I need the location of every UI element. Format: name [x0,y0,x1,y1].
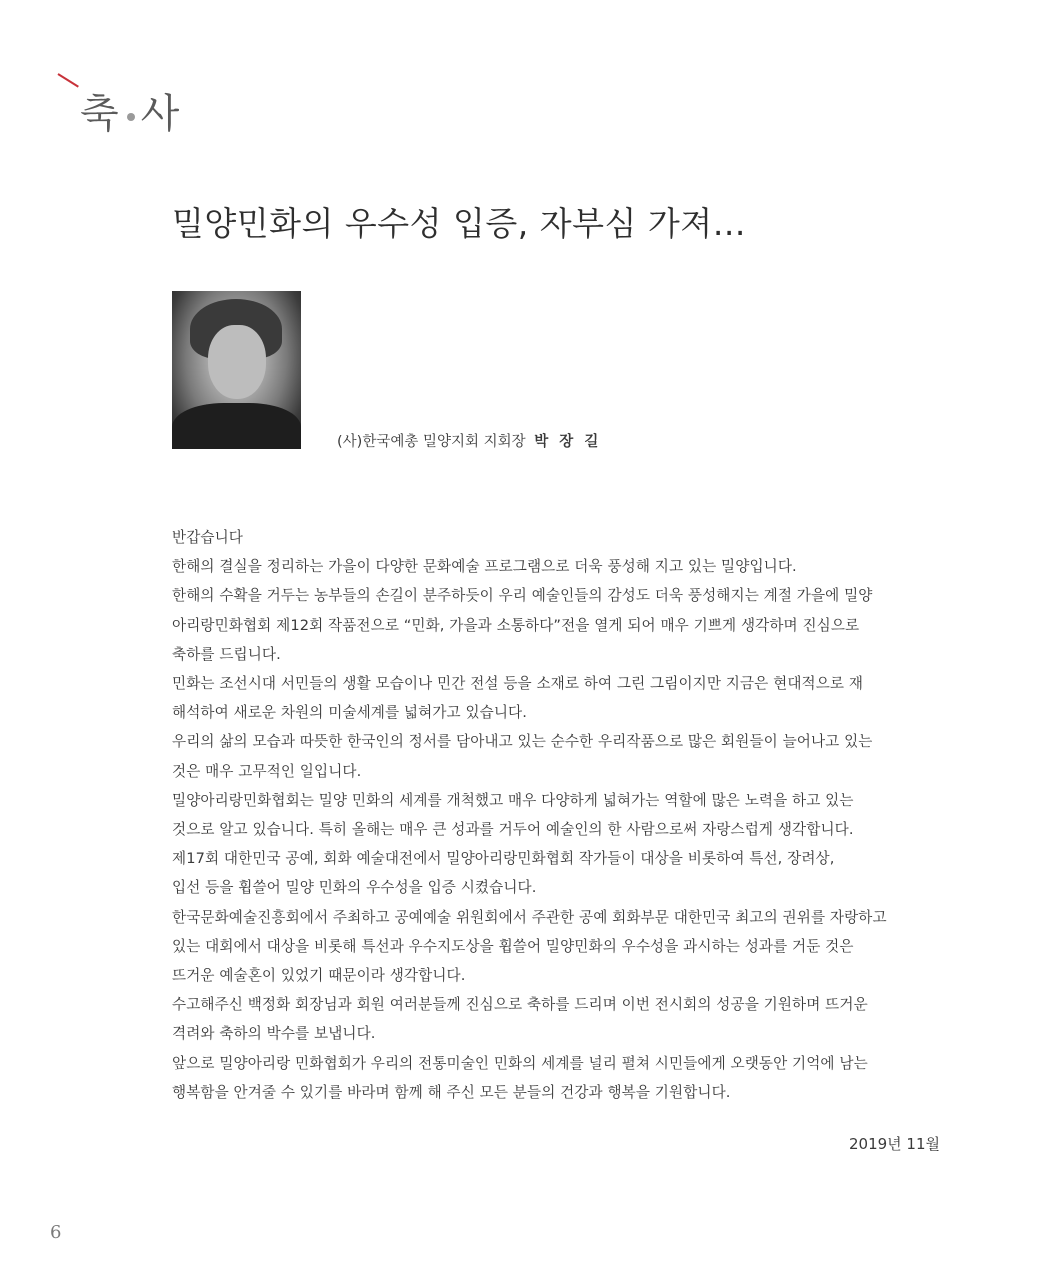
body-line: 제17회 대한민국 공예, 회화 예술대전에서 밀양아리랑민화협회 작가들이 대상을 비롯하여 특선, 장려상, [172,850,835,868]
byline-name: 박 장 길 [534,434,602,450]
accent-line [57,73,78,87]
photo-face [208,325,266,399]
author-photo [172,291,301,449]
body-line: 한국문화예술진흥회에서 주최하고 공예예술 위원회에서 주관한 공예 회화부문 대한민국 최고의 권위를 자랑하고 [172,908,887,926]
byline [337,430,601,451]
body-line: 있는 대회에서 대상을 비롯해 특선과 우수지도상을 휩쓸어 밀양민화의 우수성을 과시하는 성과를 거둔 것은 [172,937,854,955]
body-line: 해석하여 새로운 차원의 미술세계를 넓혀가고 있습니다. [172,704,527,722]
body-line: 민화는 조선시대 서민들의 생활 모습이나 민간 전설 등을 소재로 하여 그린 그림이지만 지금은 현대적으로 재 [172,675,864,693]
body-line: 뜨거운 예술혼이 있었기 때문이라 생각합니다. [172,967,466,985]
date: 2019년 11월 [848,1135,940,1153]
section-title-char-2: 사 [140,91,182,137]
body-line: 수고해주신 백정화 회장님과 회원 여러분들께 진심으로 축하를 드리며 이번 전시회의 성공을 기원하며 뜨거운 [172,996,868,1014]
body-line: 입선 등을 휩쓸어 밀양 민화의 우수성을 입증 시켰습니다. [172,879,537,897]
byline-org: (사)한국예총 밀양지회 지회장 [337,434,526,450]
body-line: 앞으로 밀양아리랑 민화협회가 우리의 전통미술인 민화의 세계를 널리 펼쳐 시민들에게 오랫동안 기억에 남는 [172,1054,868,1072]
body-line: 한해의 수확을 거두는 농부들의 손길이 분주하듯이 우리 예술인들의 감성도 더욱 풍성해지는 계절 가을에 밀양 [172,587,873,605]
body-line: 우리의 삶의 모습과 따뜻한 한국인의 정서를 담아내고 있는 순수한 우리작품으로 많은 회원들이 늘어나고 있는 [172,733,873,751]
body-line: 아리랑민화협회 제12회 작품전으로 “민화, 가을과 소통하다”전을 열게 되어 매우 기쁘게 생각하며 진심으로 [172,616,860,634]
photo-body [172,403,301,449]
body-text [172,523,944,1107]
body-line: 한해의 결실을 정리하는 가을이 다양한 문화예술 프로그램으로 더욱 풍성해 지고 있는 밀양입니다. [172,558,797,576]
page-number: 6 [50,1222,62,1243]
title-dot [127,113,135,121]
body-line: 격려와 축하의 박수를 보냅니다. [172,1025,376,1043]
body-line: 행복함을 안겨줄 수 있기를 바라며 함께 해 주신 모든 분들의 건강과 행복을 기원합니다. [172,1083,731,1101]
body-line: 반갑습니다 [172,529,243,546]
body-line: 것은 매우 고무적인 일입니다. [172,762,362,780]
section-title-char-1: 축 [80,91,121,137]
section-title [80,82,181,139]
body-line: 축하를 드립니다. [172,645,281,663]
body-line: 밀양아리랑민화협회는 밀양 민화의 세계를 개척했고 매우 다양하게 넓혀가는 역할에 많은 노력을 하고 있는 [172,791,854,809]
body-line: 것으로 알고 있습니다. 특히 올해는 매우 큰 성과를 거두어 예술인의 한 사람으로써 자랑스럽게 생각합니다. [172,821,854,839]
headline: 밀양민화의 우수성 입증, 자부심 가져… [172,204,747,243]
